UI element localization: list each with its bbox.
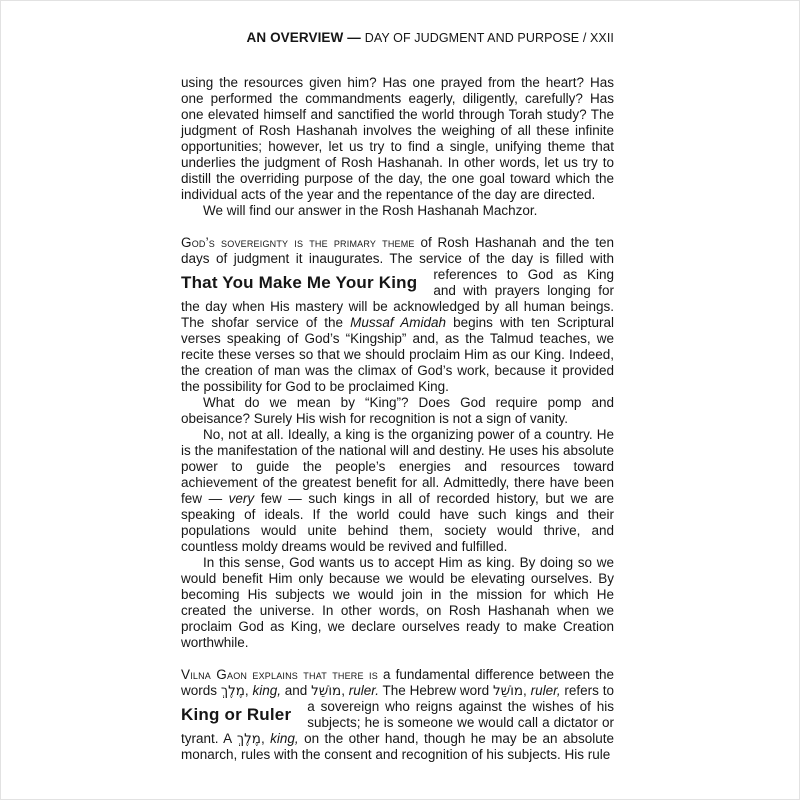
page-header [181, 30, 614, 46]
text-block [181, 30, 614, 763]
text-run: refers to a sovereign who reigns against the wishes of his subjects; he is someone we would call a dictator or tyrant. A [181, 683, 614, 746]
section-continuation [181, 75, 614, 219]
text-run: using the resources given him? Has one prayed from the heart? Has one performed the commandments eagerly, diligently, carefully? Has one elevated himself and sanctified the world through Torah study? The judgment of Rosh Hashanah involves the weighing of all these infinite opportunities; however, let us try to find a single, unifying theme that underlies the judgment of Rosh Hashanah. In other words, let us try to distill the overriding purpose of the day, the one goal toward which the individual acts of the year and the repentance of the day are directed. [181, 75, 614, 202]
small-caps-lead: Vilna Gaon explains that there is [181, 667, 378, 682]
text-run: references to God as King and with prayers longing for the day when His mastery will be acknowledged by all human beings. The shofar service of the [181, 267, 614, 330]
text-run: , [244, 683, 253, 698]
paragraph [181, 395, 614, 427]
italic-text: Mussaf Amidah [350, 315, 446, 330]
text-run: begins with ten Scriptural verses speaking of God’s “Kingship” and, as the Talmud teaches, we recite these verses so that we should proclaim Him as our King. Indeed, the creation of man was the climax of God’s work, because it provided the possibility for God to be proclaimed King. [181, 315, 614, 394]
header-dash: — [343, 30, 365, 45]
italic-text: ruler, [530, 683, 561, 698]
text-run: on the other hand, though he may be an absolute monarch, rules with the consent and recognition of his subjects. His rule [181, 731, 614, 762]
text-run: In this sense, God wants us to accept Him as king. By doing so we would benefit Him only because we would be elevating ourselves. By becoming His subjects we would join in the mission for which He created the universe. In other words, on Rosh Hashanah when we proclaim God as King, we declare ourselves ready to make Creation worthwhile. [181, 555, 614, 650]
paragraph [181, 235, 614, 395]
text-run: , [523, 683, 531, 698]
italic-text: ruler. [348, 683, 379, 698]
text-run: few — such kings in all of recorded history, but we are speaking of ideals. If the world could have such kings and their populations would unite behind them, society would thrive, and countless moldy dreams would be revived and fulfilled. [181, 491, 615, 554]
header-subtitle: DAY OF JUDGMENT AND PURPOSE [364, 31, 580, 45]
text-run: , [260, 731, 271, 746]
hebrew-word: מֶלֶךְ [220, 683, 245, 699]
paragraph [181, 203, 614, 219]
header-page-number: XXII [589, 31, 614, 45]
paragraph [181, 427, 614, 555]
run-in-heading: King or Ruler [181, 705, 292, 724]
text-run: a fundamental difference between the words [181, 667, 614, 698]
paragraph [181, 667, 614, 763]
run-in-heading: That You Make Me Your King [181, 273, 418, 292]
header-overview: AN OVERVIEW [246, 30, 344, 45]
text-run: and [280, 683, 312, 698]
text-run: We will find our answer in the Rosh Hashanah Machzor. [203, 203, 538, 218]
text-run: What do we mean by “King”? Does God require pomp and obeisance? Surely His wish for recognition is not a sign of vanity. [181, 395, 614, 426]
italic-text: king, [270, 731, 299, 746]
text-run: of Rosh Hashanah and the ten days of judgment it inaugurates. The service of the day is filled with [181, 235, 614, 266]
hebrew-word: מוֹשֵׁל [311, 683, 342, 699]
text-run: The Hebrew word [379, 683, 493, 698]
section-that-you-make-me-your-king [181, 235, 614, 651]
hebrew-word: מוֹשֵׁל [492, 683, 524, 699]
text-run: , [341, 683, 349, 698]
text-run: No, not at all. Ideally, a king is the organizing power of a country. He is the manifestation of the national will and destiny. He uses his absolute power to guide the people’s energies and resources toward achievement of the greatest benefit for all. Admittedly, there have been few — [181, 427, 614, 506]
paragraph [181, 75, 614, 203]
header-separator: / [579, 31, 590, 45]
section-king-or-ruler [181, 667, 614, 763]
italic-text: king, [252, 683, 281, 698]
small-caps-lead: God’s sovereignty is the primary theme [181, 235, 415, 250]
hebrew-word: מֶלֶךְ [236, 731, 261, 747]
italic-text: very [228, 491, 255, 506]
paragraph [181, 555, 614, 651]
